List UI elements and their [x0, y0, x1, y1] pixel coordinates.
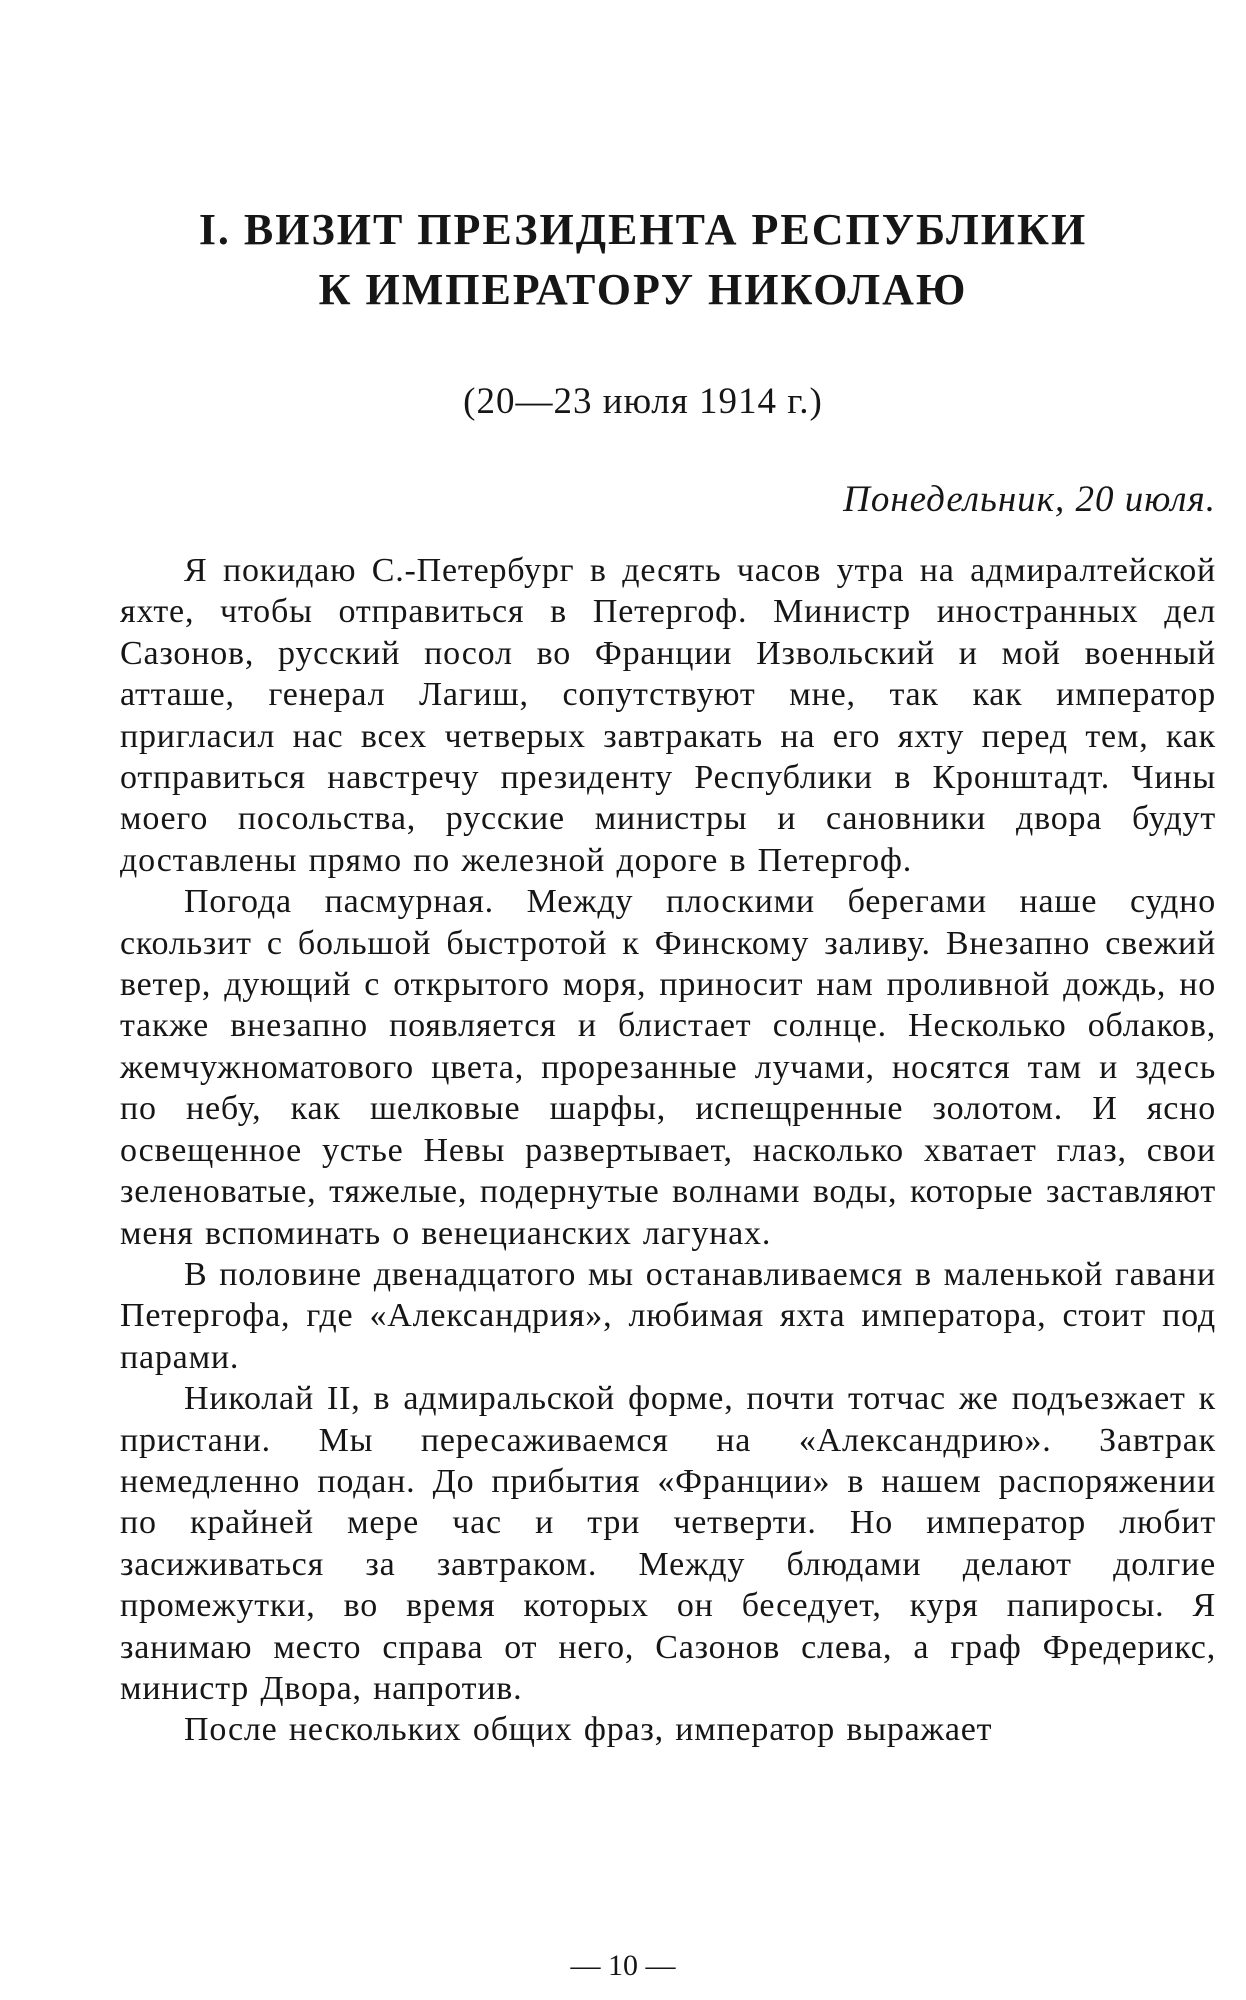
- diary-entry-date: Понедельник, 20 июля.: [843, 479, 1216, 520]
- paragraph: После нескольких общих фраз, император выражает: [184, 1711, 993, 1749]
- paragraph: Я покидаю С.-Петербург в десять часов утра на адмиралтейской яхте, чтобы отправиться в Петергоф. Министр иностранных дел Сазонов, русский посол во Франции Извольский и мой военный атташе, генерал Лагиш, сопутствуют мне, так как император пригласил нас всех четверых завтракать на его яхту перед тем, как отправиться навстречу президенту Республики в Кронштадт. Чины моего посольства, русские министры и сановники двора будут доставлены прямо по железной дороге в Петергоф.: [120, 552, 1216, 879]
- paragraph: В половине двенадцатого мы останавливаемся в маленькой гавани Петергофа, где «Александрия», любимая яхта императора, стоит под парами.: [120, 1255, 1216, 1376]
- paragraph: Николай II, в адмиральской форме, почти тотчас же подъезжает к пристани. Мы пересаживаемся на «Александрию». Завтрак немедленно подан. До прибытия «Франции» в нашем распоряжении по крайней мере час и три четверти. Но император любит засиживаться за завтраком. Между блюдами делают долгие промежутки, во время которых он беседует, куря папиросы. Я занимаю место справа от него, Сазонов слева, а граф Фредерикс, министр Двора, напротив.: [120, 1380, 1216, 1707]
- chapter-title: [100, 200, 1186, 320]
- page-number: — 10 —: [570, 1949, 676, 1982]
- paragraph: Погода пасмурная. Между плоскими берегами наше судно скользит с большой быстротой к Финскому заливу. Внезапно свежий ветер, дующий с открытого моря, приносит нам проливной дождь, но также внезапно появляется и блистает солнце. Несколько облаков, жемчужноматового цвета, прорезанные лучами, носятся там и здесь по небу, как шелковые шарфы, испещренные золотом. И ясно освещенное устье Невы развертывает, насколько хватает глаз, свои зеленоватые, тяжелые, подернутые волнами воды, которые заставляют меня вспоминать о венецианских лагунах.: [120, 883, 1216, 1252]
- chapter-date-range: (20—23 июля 1914 г.): [463, 381, 823, 422]
- chapter-title-line-2: К ИМПЕРАТОРУ НИКОЛАЮ: [318, 265, 968, 314]
- body-text: [120, 550, 1216, 1751]
- chapter-title-line-1: I. ВИЗИТ ПРЕЗИДЕНТА РЕСПУБЛИКИ: [198, 205, 1088, 254]
